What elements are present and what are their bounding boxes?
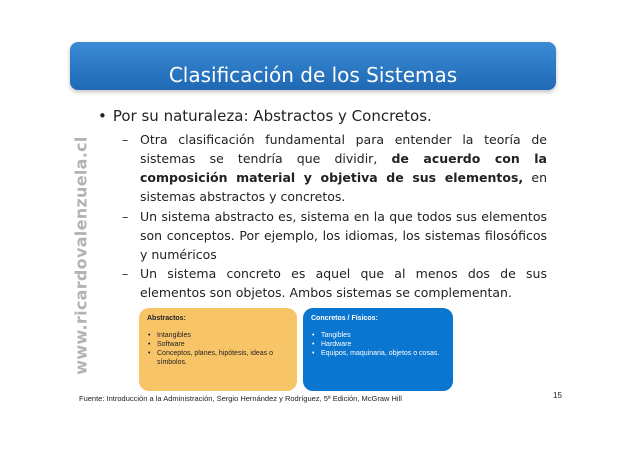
sub-item-2 [122,207,547,264]
bullet-marker: • [98,107,107,125]
abstract-box [139,308,297,391]
concrete-box-title: Concretos / Físicos: [311,315,378,322]
sub-item-1-bold: de acuerdo con la composición material y objetiva de sus elementos, [140,151,547,185]
sub-item-3-text: Un sistema concreto es aquel que al menos dos de sus elementos son objetos. Ambos sistemas se complementan. [140,266,547,300]
list-item: • Software [157,340,289,349]
side-watermark-text: www.ricardovalenzuela.cl [71,135,91,375]
page-number: 15 [553,391,562,400]
list-item: • Hardware [321,340,445,349]
source-footer: Fuente: Introducción a la Administración, Sergio Hernández y Rodríguez, 5ª Edición, McGraw Hill [79,394,402,403]
list-item: • Tangibles [321,331,445,340]
list-item: • Intangibles [157,331,289,340]
list-item: • Conceptos, planes, hipótesis, ideas o símbolos. [157,349,289,367]
main-bullet [98,107,432,125]
concrete-box [303,308,453,391]
sub-item-1 [122,130,547,206]
sub-item-3 [122,264,547,302]
slide-title: Clasificación de los Sistemas [168,63,458,87]
dash-marker: – [122,132,129,147]
abstract-list [147,331,289,367]
sub-item-1-text [140,130,547,206]
sub-item-2-text: Un sistema abstracto es, sistema en la que todos sus elementos son conceptos. Por ejemplo, los idiomas, los sistemas filosóficos y numéricos [140,209,547,262]
sub-item-1-text-before: Otra clasificación fundamental para entender la teoría de sistemas se tendría que dividir, [140,132,547,166]
sub-item-1-text-after: en sistemas abstractos y concretos. [140,170,547,204]
list-item: • Equipos, maquinaria, objetos o cosas. [321,349,445,358]
abstract-box-title: Abstractos: [147,315,186,322]
title-bar [70,42,556,90]
dash-marker: – [122,266,129,281]
side-watermark [69,135,93,375]
dash-marker: – [122,209,129,224]
concrete-list [311,331,445,358]
main-bullet-text: Por su naturaleza: Abstractos y Concretos. [112,107,432,125]
